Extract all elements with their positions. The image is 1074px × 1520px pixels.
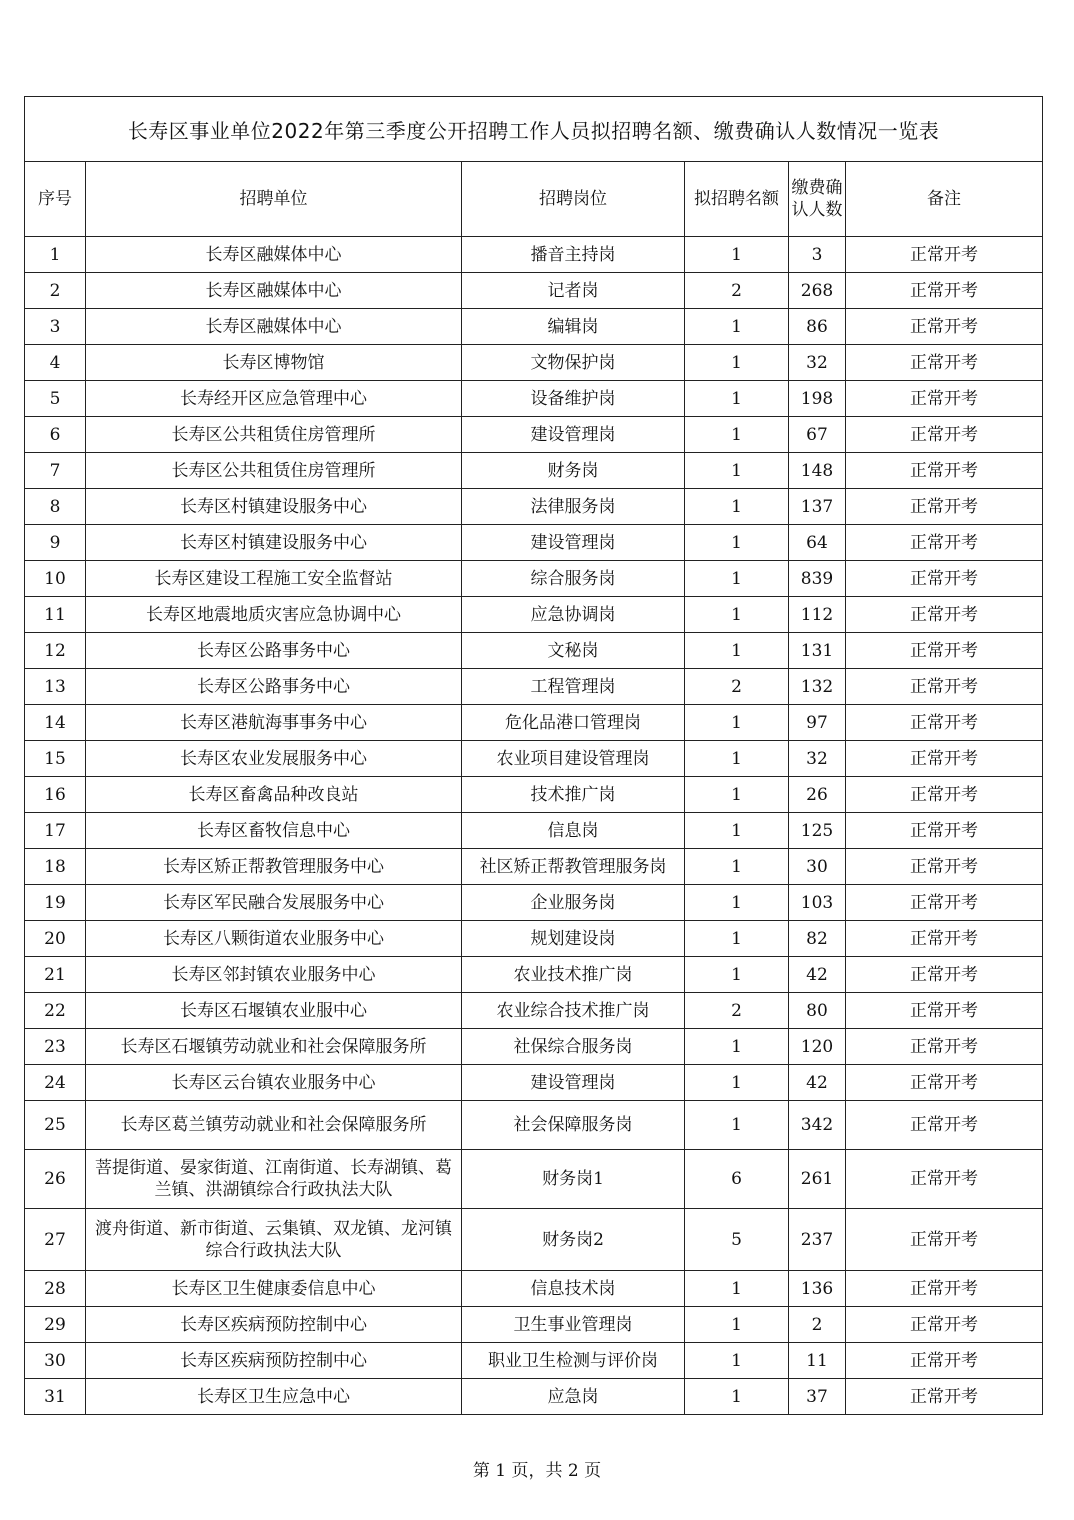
cell-quota: 1 — [685, 1379, 789, 1415]
cell-post: 文秘岗 — [462, 633, 685, 669]
cell-confirmed: 32 — [789, 741, 846, 777]
cell-quota: 1 — [685, 489, 789, 525]
cell-confirmed: 26 — [789, 777, 846, 813]
cell-post: 财务岗 — [462, 453, 685, 489]
cell-confirmed: 97 — [789, 705, 846, 741]
cell-unit: 长寿区地震地质灾害应急协调中心 — [86, 597, 462, 633]
cell-post: 技术推广岗 — [462, 777, 685, 813]
table-row — [25, 705, 1043, 741]
cell-quota: 1 — [685, 597, 789, 633]
cell-confirmed: 86 — [789, 309, 846, 345]
cell-quota: 1 — [685, 1065, 789, 1101]
table-row — [25, 525, 1043, 561]
cell-unit: 长寿区融媒体中心 — [86, 309, 462, 345]
cell-no: 15 — [25, 741, 86, 777]
cell-confirmed: 198 — [789, 381, 846, 417]
cell-quota: 1 — [685, 1271, 789, 1307]
table-title: 长寿区事业单位2022年第三季度公开招聘工作人员拟招聘名额、缴费确认人数情况一览表 — [25, 97, 1043, 162]
cell-post: 社保综合服务岗 — [462, 1029, 685, 1065]
table-row — [25, 1150, 1043, 1209]
cell-quota: 1 — [685, 345, 789, 381]
cell-unit: 长寿区融媒体中心 — [86, 237, 462, 273]
cell-quota: 1 — [685, 525, 789, 561]
cell-note: 正常开考 — [846, 237, 1043, 273]
table-row — [25, 1101, 1043, 1150]
cell-unit: 长寿区港航海事事务中心 — [86, 705, 462, 741]
cell-unit: 长寿区公路事务中心 — [86, 669, 462, 705]
cell-note: 正常开考 — [846, 921, 1043, 957]
cell-note: 正常开考 — [846, 561, 1043, 597]
cell-no: 18 — [25, 849, 86, 885]
cell-quota: 1 — [685, 1307, 789, 1343]
cell-note: 正常开考 — [846, 453, 1043, 489]
cell-unit: 长寿区云台镇农业服务中心 — [86, 1065, 462, 1101]
cell-quota: 5 — [685, 1209, 789, 1271]
table-row — [25, 669, 1043, 705]
cell-unit: 长寿区八颗街道农业服务中心 — [86, 921, 462, 957]
cell-unit: 长寿区邻封镇农业服务中心 — [86, 957, 462, 993]
cell-note: 正常开考 — [846, 885, 1043, 921]
cell-post: 财务岗1 — [462, 1150, 685, 1209]
cell-post: 社区矫正帮教管理服务岗 — [462, 849, 685, 885]
cell-post: 信息技术岗 — [462, 1271, 685, 1307]
cell-post: 卫生事业管理岗 — [462, 1307, 685, 1343]
cell-unit: 长寿区公共租赁住房管理所 — [86, 453, 462, 489]
cell-no: 24 — [25, 1065, 86, 1101]
cell-no: 11 — [25, 597, 86, 633]
cell-no: 7 — [25, 453, 86, 489]
cell-note: 正常开考 — [846, 957, 1043, 993]
header-quota: 拟招聘名额 — [685, 162, 789, 237]
cell-quota: 1 — [685, 633, 789, 669]
table-row — [25, 237, 1043, 273]
cell-unit: 长寿区村镇建设服务中心 — [86, 525, 462, 561]
cell-unit: 长寿区卫生健康委信息中心 — [86, 1271, 462, 1307]
cell-note: 正常开考 — [846, 309, 1043, 345]
cell-note: 正常开考 — [846, 1029, 1043, 1065]
cell-note: 正常开考 — [846, 669, 1043, 705]
cell-post: 建设管理岗 — [462, 1065, 685, 1101]
table-row — [25, 957, 1043, 993]
cell-post: 财务岗2 — [462, 1209, 685, 1271]
table-row — [25, 1209, 1043, 1271]
cell-unit: 长寿区博物馆 — [86, 345, 462, 381]
cell-no: 29 — [25, 1307, 86, 1343]
cell-confirmed: 120 — [789, 1029, 846, 1065]
cell-post: 设备维护岗 — [462, 381, 685, 417]
cell-quota: 1 — [685, 1101, 789, 1150]
cell-note: 正常开考 — [846, 1271, 1043, 1307]
header-no: 序号 — [25, 162, 86, 237]
cell-confirmed: 32 — [789, 345, 846, 381]
cell-quota: 1 — [685, 1343, 789, 1379]
table-row — [25, 1271, 1043, 1307]
table-row — [25, 813, 1043, 849]
cell-confirmed: 82 — [789, 921, 846, 957]
cell-quota: 2 — [685, 273, 789, 309]
cell-confirmed: 237 — [789, 1209, 846, 1271]
cell-note: 正常开考 — [846, 849, 1043, 885]
cell-post: 规划建设岗 — [462, 921, 685, 957]
cell-unit: 长寿区畜禽品种改良站 — [86, 777, 462, 813]
cell-no: 5 — [25, 381, 86, 417]
table-row — [25, 1379, 1043, 1415]
cell-post: 综合服务岗 — [462, 561, 685, 597]
cell-note: 正常开考 — [846, 705, 1043, 741]
cell-no: 6 — [25, 417, 86, 453]
cell-post: 建设管理岗 — [462, 525, 685, 561]
cell-note: 正常开考 — [846, 1065, 1043, 1101]
cell-note: 正常开考 — [846, 381, 1043, 417]
cell-quota: 1 — [685, 921, 789, 957]
header-unit: 招聘单位 — [86, 162, 462, 237]
recruitment-table — [24, 96, 1043, 1415]
cell-note: 正常开考 — [846, 777, 1043, 813]
cell-no: 4 — [25, 345, 86, 381]
table-row — [25, 849, 1043, 885]
table-row — [25, 309, 1043, 345]
cell-post: 社会保障服务岗 — [462, 1101, 685, 1150]
cell-post: 农业项目建设管理岗 — [462, 741, 685, 777]
cell-unit: 长寿区矫正帮教管理服务中心 — [86, 849, 462, 885]
table-row — [25, 489, 1043, 525]
cell-note: 正常开考 — [846, 597, 1043, 633]
cell-unit: 长寿区疾病预防控制中心 — [86, 1307, 462, 1343]
table-row — [25, 381, 1043, 417]
cell-confirmed: 268 — [789, 273, 846, 309]
table-row — [25, 1029, 1043, 1065]
cell-no: 1 — [25, 237, 86, 273]
cell-confirmed: 64 — [789, 525, 846, 561]
cell-confirmed: 67 — [789, 417, 846, 453]
cell-confirmed: 839 — [789, 561, 846, 597]
cell-unit: 长寿区公共租赁住房管理所 — [86, 417, 462, 453]
cell-note: 正常开考 — [846, 1379, 1043, 1415]
cell-confirmed: 2 — [789, 1307, 846, 1343]
cell-confirmed: 136 — [789, 1271, 846, 1307]
cell-unit: 长寿经开区应急管理中心 — [86, 381, 462, 417]
cell-confirmed: 261 — [789, 1150, 846, 1209]
cell-confirmed: 42 — [789, 957, 846, 993]
cell-confirmed: 103 — [789, 885, 846, 921]
cell-note: 正常开考 — [846, 1343, 1043, 1379]
cell-no: 9 — [25, 525, 86, 561]
cell-confirmed: 42 — [789, 1065, 846, 1101]
cell-post: 法律服务岗 — [462, 489, 685, 525]
cell-no: 17 — [25, 813, 86, 849]
cell-no: 13 — [25, 669, 86, 705]
table-row — [25, 921, 1043, 957]
cell-quota: 1 — [685, 741, 789, 777]
cell-no: 2 — [25, 273, 86, 309]
cell-no: 26 — [25, 1150, 86, 1209]
cell-unit: 长寿区卫生应急中心 — [86, 1379, 462, 1415]
cell-unit: 长寿区疾病预防控制中心 — [86, 1343, 462, 1379]
cell-post: 记者岗 — [462, 273, 685, 309]
table-row — [25, 741, 1043, 777]
cell-quota: 2 — [685, 669, 789, 705]
header-note: 备注 — [846, 162, 1043, 237]
table-row — [25, 597, 1043, 633]
table-row — [25, 1343, 1043, 1379]
cell-no: 12 — [25, 633, 86, 669]
cell-unit: 菩提街道、晏家街道、江南街道、长寿湖镇、葛兰镇、洪湖镇综合行政执法大队 — [86, 1150, 462, 1209]
cell-quota: 1 — [685, 849, 789, 885]
cell-unit: 长寿区村镇建设服务中心 — [86, 489, 462, 525]
cell-no: 3 — [25, 309, 86, 345]
cell-confirmed: 148 — [789, 453, 846, 489]
cell-no: 28 — [25, 1271, 86, 1307]
cell-no: 22 — [25, 993, 86, 1029]
cell-post: 农业技术推广岗 — [462, 957, 685, 993]
table-row — [25, 1065, 1043, 1101]
cell-no: 21 — [25, 957, 86, 993]
cell-note: 正常开考 — [846, 1307, 1043, 1343]
cell-post: 信息岗 — [462, 813, 685, 849]
header-confirmed: 缴费确认人数 — [789, 162, 846, 237]
cell-note: 正常开考 — [846, 417, 1043, 453]
cell-note: 正常开考 — [846, 273, 1043, 309]
cell-unit: 长寿区融媒体中心 — [86, 273, 462, 309]
cell-no: 8 — [25, 489, 86, 525]
table-row — [25, 417, 1043, 453]
page-footer: 第 1 页，共 2 页 — [472, 1461, 602, 1481]
cell-unit: 长寿区军民融合发展服务中心 — [86, 885, 462, 921]
cell-note: 正常开考 — [846, 741, 1043, 777]
cell-quota: 1 — [685, 957, 789, 993]
cell-no: 16 — [25, 777, 86, 813]
cell-quota: 1 — [685, 237, 789, 273]
cell-note: 正常开考 — [846, 633, 1043, 669]
cell-confirmed: 137 — [789, 489, 846, 525]
cell-quota: 2 — [685, 993, 789, 1029]
cell-confirmed: 125 — [789, 813, 846, 849]
cell-post: 应急协调岗 — [462, 597, 685, 633]
table-row — [25, 561, 1043, 597]
table-row — [25, 345, 1043, 381]
cell-unit: 长寿区建设工程施工安全监督站 — [86, 561, 462, 597]
header-post: 招聘岗位 — [462, 162, 685, 237]
cell-quota: 1 — [685, 813, 789, 849]
cell-no: 25 — [25, 1101, 86, 1150]
table-row — [25, 633, 1043, 669]
cell-no: 31 — [25, 1379, 86, 1415]
cell-post: 农业综合技术推广岗 — [462, 993, 685, 1029]
table-row — [25, 1307, 1043, 1343]
cell-post: 应急岗 — [462, 1379, 685, 1415]
cell-note: 正常开考 — [846, 1209, 1043, 1271]
cell-post: 企业服务岗 — [462, 885, 685, 921]
cell-quota: 1 — [685, 1029, 789, 1065]
cell-confirmed: 112 — [789, 597, 846, 633]
cell-post: 文物保护岗 — [462, 345, 685, 381]
cell-note: 正常开考 — [846, 1101, 1043, 1150]
cell-confirmed: 11 — [789, 1343, 846, 1379]
cell-unit: 长寿区畜牧信息中心 — [86, 813, 462, 849]
cell-unit: 长寿区石堰镇劳动就业和社会保障服务所 — [86, 1029, 462, 1065]
table-row — [25, 777, 1043, 813]
cell-quota: 1 — [685, 705, 789, 741]
cell-quota: 1 — [685, 885, 789, 921]
table-row — [25, 885, 1043, 921]
cell-confirmed: 80 — [789, 993, 846, 1029]
cell-post: 播音主持岗 — [462, 237, 685, 273]
cell-note: 正常开考 — [846, 525, 1043, 561]
cell-note: 正常开考 — [846, 345, 1043, 381]
cell-post: 危化品港口管理岗 — [462, 705, 685, 741]
header-row — [25, 162, 1043, 237]
cell-unit: 长寿区葛兰镇劳动就业和社会保障服务所 — [86, 1101, 462, 1150]
cell-unit: 长寿区石堰镇农业服中心 — [86, 993, 462, 1029]
cell-unit: 长寿区公路事务中心 — [86, 633, 462, 669]
cell-post: 工程管理岗 — [462, 669, 685, 705]
cell-note: 正常开考 — [846, 813, 1043, 849]
cell-no: 14 — [25, 705, 86, 741]
cell-no: 19 — [25, 885, 86, 921]
cell-no: 23 — [25, 1029, 86, 1065]
cell-no: 10 — [25, 561, 86, 597]
cell-confirmed: 342 — [789, 1101, 846, 1150]
cell-confirmed: 131 — [789, 633, 846, 669]
table-row — [25, 453, 1043, 489]
cell-quota: 1 — [685, 453, 789, 489]
cell-post: 职业卫生检测与评价岗 — [462, 1343, 685, 1379]
cell-confirmed: 30 — [789, 849, 846, 885]
cell-quota: 1 — [685, 381, 789, 417]
cell-note: 正常开考 — [846, 489, 1043, 525]
cell-quota: 1 — [685, 777, 789, 813]
table-row — [25, 993, 1043, 1029]
cell-no: 27 — [25, 1209, 86, 1271]
cell-confirmed: 3 — [789, 237, 846, 273]
cell-quota: 1 — [685, 309, 789, 345]
cell-quota: 1 — [685, 417, 789, 453]
cell-note: 正常开考 — [846, 1150, 1043, 1209]
cell-post: 建设管理岗 — [462, 417, 685, 453]
cell-note: 正常开考 — [846, 993, 1043, 1029]
cell-unit: 渡舟街道、新市街道、云集镇、双龙镇、龙河镇综合行政执法大队 — [86, 1209, 462, 1271]
cell-confirmed: 132 — [789, 669, 846, 705]
cell-post: 编辑岗 — [462, 309, 685, 345]
cell-quota: 1 — [685, 561, 789, 597]
cell-no: 30 — [25, 1343, 86, 1379]
cell-confirmed: 37 — [789, 1379, 846, 1415]
table-row — [25, 273, 1043, 309]
cell-no: 20 — [25, 921, 86, 957]
cell-quota: 6 — [685, 1150, 789, 1209]
cell-unit: 长寿区农业发展服务中心 — [86, 741, 462, 777]
